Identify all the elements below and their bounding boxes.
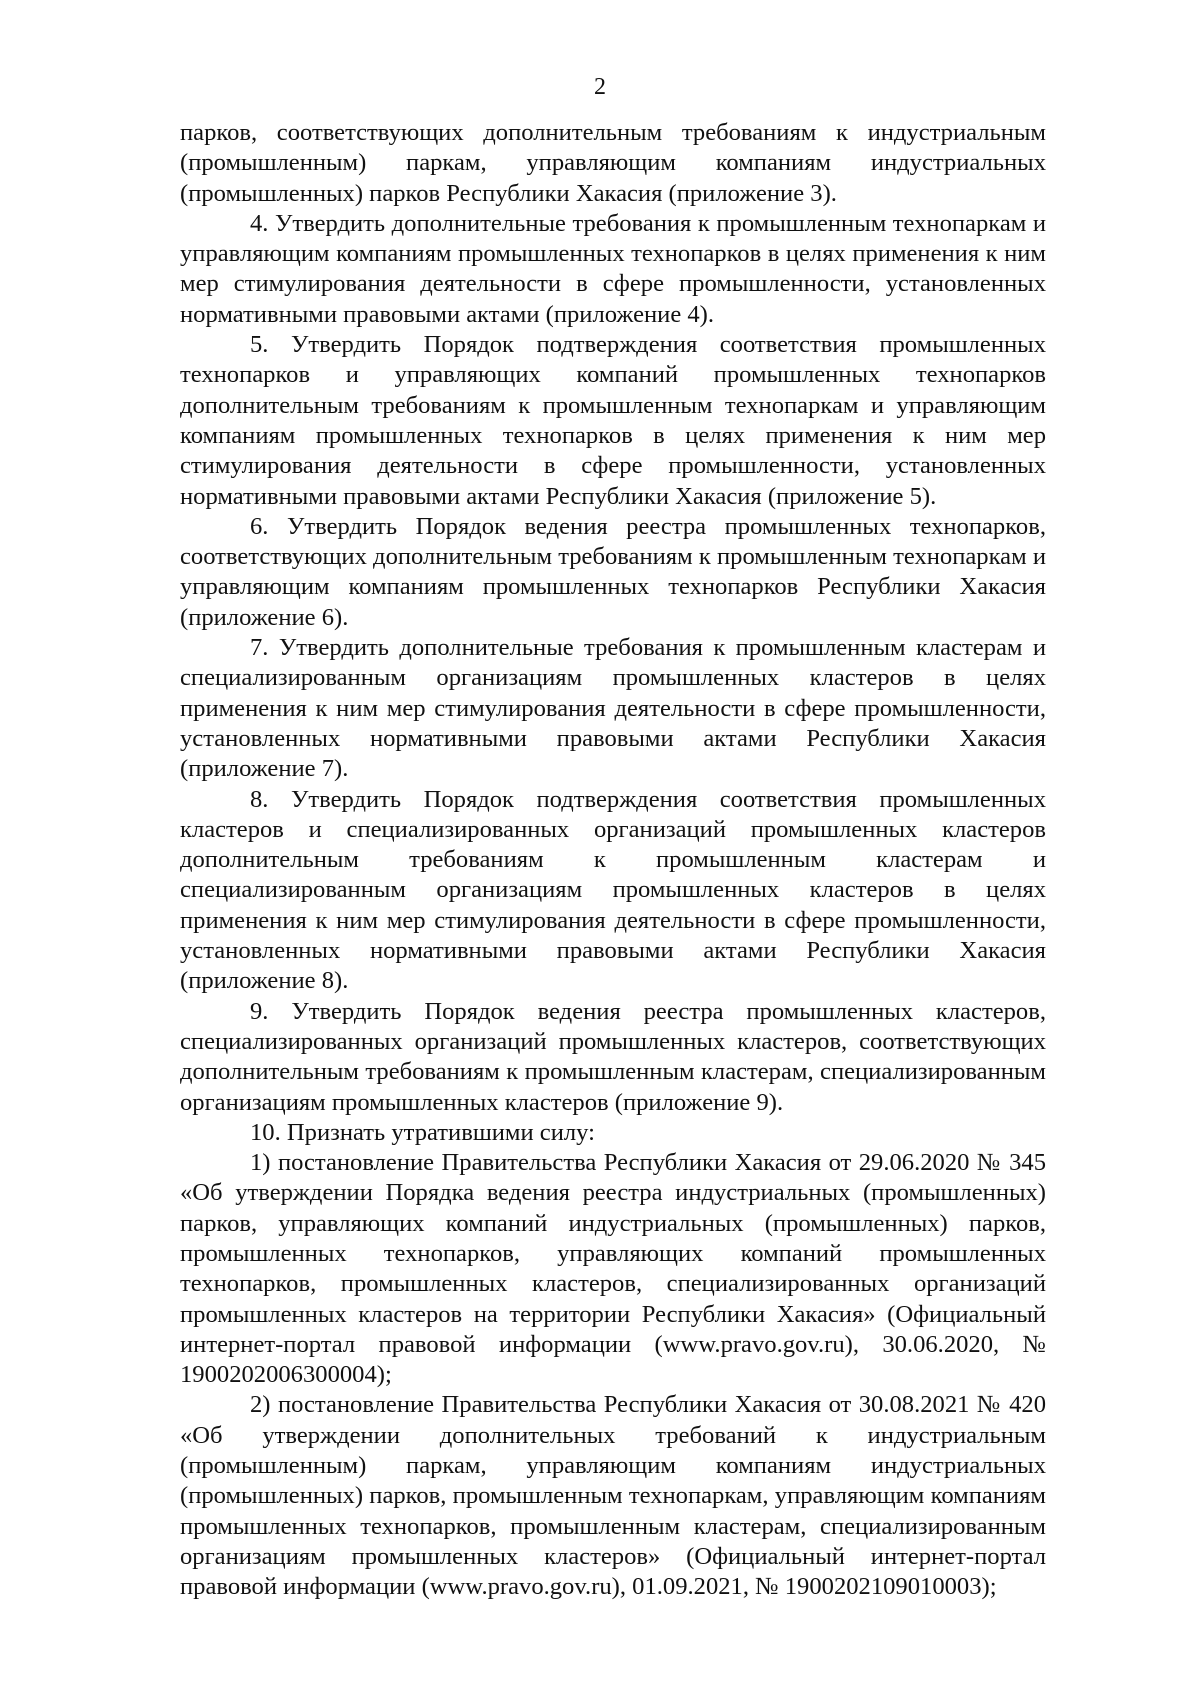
- page-number: 2: [594, 74, 606, 100]
- paragraph-item-9: 9. Утвердить Порядок ведения реестра промышленных кластеров, специализированных организаций промышленных кластеров, соответствующих дополнительным требованиям к промышленным кластерам, специализированным организациям промышленных кластеров (приложение 9).: [180, 997, 1046, 1116]
- paragraph-item-10: 10. Признать утратившими силу:: [250, 1118, 595, 1146]
- paragraph-item-4: 4. Утвердить дополнительные требования к промышленным технопаркам и управляющим компаниям промышленных технопарков в целях применения к ним мер стимулирования деятельности в сфере промышленности, установленных нормативными правовыми актами (приложение 4).: [180, 209, 1046, 328]
- paragraph-subitem-2: 2) постановление Правительства Республики Хакасия от 30.08.2021 № 420 «Об утверждении дополнительных требований к индустриальным (промышленным) паркам, управляющим компаниям индустриальных (промышленных) парков, промышленным технопаркам, управляющим компаниям промышленных технопарков, промышленным кластерам, специализированным организациям промышленных кластеров» (Официальный интернет-портал правовой информации (www.pravo.gov.ru), 01.09.2021, № 1900202109010003);: [180, 1391, 1046, 1601]
- paragraph-continuation: парков, соответствующих дополнительным требованиям к индустриальным (промышленным) паркам, управляющим компаниям индустриальных (промышленных) парков Республики Хакасия (приложение 3).: [180, 119, 1046, 207]
- paragraph-item-5: 5. Утвердить Порядок подтверждения соответствия промышленных технопарков и управляющих компаний промышленных технопарков дополнительным требованиям к промышленным технопаркам и управляющим компаниям промышленных технопарков в целях применения к ним мер стимулирования деятельности в сфере промышленности, установленных нормативными правовыми актами Республики Хакасия (приложение 5).: [180, 331, 1046, 510]
- paragraph-item-6: 6. Утвердить Порядок ведения реестра промышленных технопарков, соответствующих дополнительным требованиям к промышленным технопаркам и управляющим компаниям промышленных технопарков Республики Хакасия (приложение 6).: [180, 512, 1046, 631]
- paragraph-item-7: 7. Утвердить дополнительные требования к промышленным кластерам и специализированным организациям промышленных кластеров в целях применения к ним мер стимулирования деятельности в сфере промышленности, установленных нормативными правовыми актами Республики Хакасия (приложение 7).: [180, 634, 1046, 783]
- document-body: [180, 118, 1046, 1603]
- paragraph-subitem-1: 1) постановление Правительства Республики Хакасия от 29.06.2020 № 345 «Об утверждении Порядка ведения реестра индустриальных (промышленных) парков, управляющих компаний индустриальных (промышленных) парков, промышленных технопарков, управляющих компаний промышленных технопарков, промышленных кластеров, специализированных организаций промышленных кластеров на территории Республики Хакасия» (Официальный интернет-портал правовой информации (www.pravo.gov.ru), 30.06.2020, № 1900202006300004);: [180, 1149, 1046, 1389]
- paragraph-item-8: 8. Утвердить Порядок подтверждения соответствия промышленных кластеров и специализированных организаций промышленных кластеров дополнительным требованиям к промышленным кластерам и специализированным организациям промышленных кластеров в целях применения к ним мер стимулирования деятельности в сфере промышленности, установленных нормативными правовыми актами Республики Хакасия (приложение 8).: [180, 785, 1046, 995]
